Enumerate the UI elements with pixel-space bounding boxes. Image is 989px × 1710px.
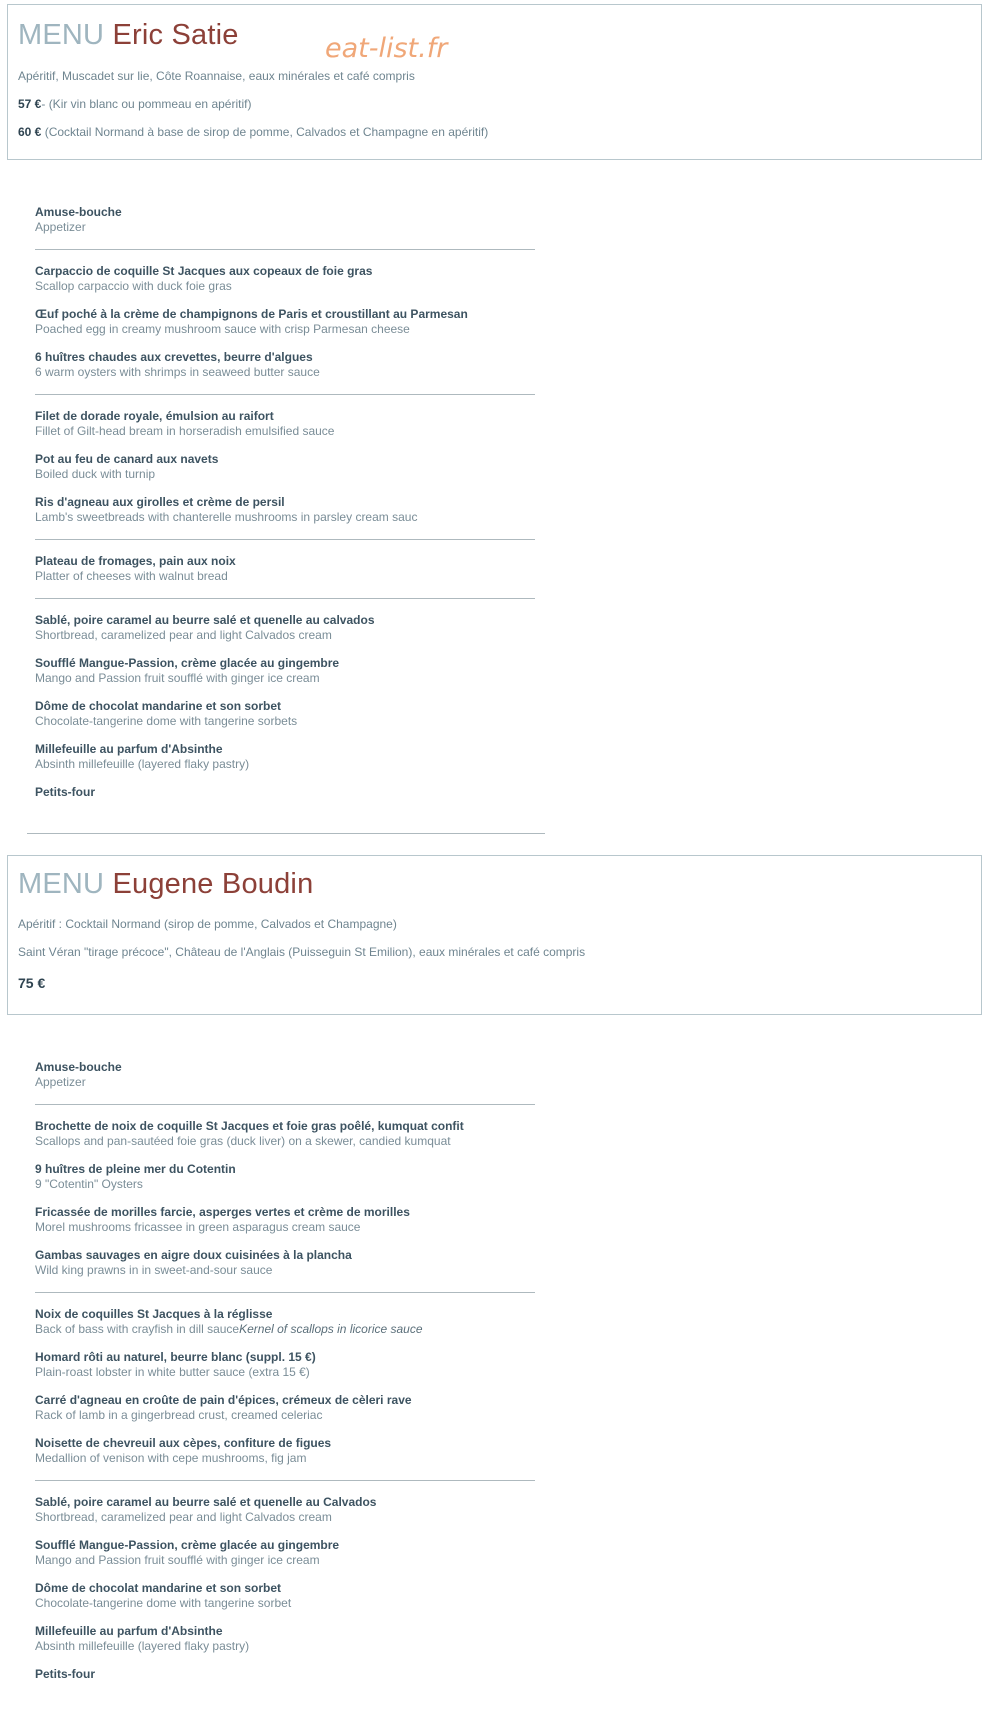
course-group — [35, 1119, 535, 1293]
dish-name-fr: Sablé, poire caramel au beurre salé et quenelle au calvados — [35, 613, 375, 627]
dish-translation: Lamb's sweetbreads with chanterelle mushrooms in parsley cream sauc — [35, 510, 418, 524]
menu-item — [35, 1538, 535, 1568]
dish-name-en — [35, 220, 535, 235]
dish-name-en — [35, 1177, 535, 1192]
menu-item — [35, 264, 535, 294]
menu-item — [35, 1060, 535, 1090]
course-group — [35, 264, 535, 395]
dish-name-en — [35, 757, 535, 772]
menu-item — [35, 307, 535, 337]
dish-name-fr: Millefeuille au parfum d'Absinthe — [35, 742, 223, 756]
dish-name-en — [35, 1408, 535, 1423]
dish-name-fr: Brochette de noix de coquille St Jacques et foie gras poêlé, kumquat confit — [35, 1119, 464, 1133]
menu-eugene-boudin-courses — [35, 1060, 535, 1710]
menu-item — [35, 1205, 535, 1235]
course-group — [35, 1495, 535, 1696]
dish-translation: Appetizer — [35, 1075, 86, 1089]
dish-name-fr: Petits-four — [35, 1667, 95, 1681]
dish-translation: Mango and Passion fruit soufflé with ginger ice cream — [35, 1553, 320, 1567]
dish-translation: Boiled duck with turnip — [35, 467, 156, 481]
menu-name: Eugene Boudin — [112, 868, 314, 900]
menu-item — [35, 1307, 535, 1337]
dish-name-fr: Œuf poché à la crème de champignons de Paris et croustillant au Parmesan — [35, 307, 468, 321]
dish-name-en — [35, 628, 535, 643]
dish-translation: Shortbread, caramelized pear and light Calvados cream — [35, 1510, 332, 1524]
menu-keyword: MENU — [18, 19, 105, 51]
price-option-1 — [18, 97, 251, 111]
menu-item — [35, 1495, 535, 1525]
menu-item — [35, 699, 535, 729]
dish-name-fr: Dôme de chocolat mandarine et son sorbet — [35, 699, 282, 713]
dish-name-fr: Petits-four — [35, 785, 95, 799]
menu-title — [18, 19, 239, 52]
price-note: - (Kir vin blanc ou pommeau en apéritif) — [41, 97, 252, 111]
menu-item — [35, 1248, 535, 1278]
menu-item — [35, 1581, 535, 1611]
dish-translation: Scallop carpaccio with duck foie gras — [35, 279, 232, 293]
dish-translation: Fillet of Gilt-head bream in horseradish emulsified sauce — [35, 424, 335, 438]
dish-name-en — [35, 1075, 535, 1090]
dish-translation: Wild king prawns in in sweet-and-sour sauce — [35, 1263, 273, 1277]
watermark-logo: eat-list.fr — [325, 33, 448, 64]
dish-name-en — [35, 1639, 535, 1654]
menu-item — [35, 1624, 535, 1654]
dish-name-en — [35, 1263, 535, 1278]
dish-name-fr: Filet de dorade royale, émulsion au raifort — [35, 409, 274, 423]
menu-item — [35, 613, 535, 643]
menu-eugene-boudin-header — [7, 855, 982, 1015]
price-value: 57 € — [18, 97, 42, 111]
dish-translation: Mango and Passion fruit soufflé with ginger ice cream — [35, 671, 320, 685]
section-divider — [27, 833, 545, 834]
price-note: (Cocktail Normand à base de sirop de pomme, Calvados et Champagne en apéritif) — [41, 125, 489, 139]
dish-translation: Chocolate-tangerine dome with tangerine sorbets — [35, 714, 298, 728]
dish-name-en — [35, 671, 535, 686]
dish-translation: Absinth millefeuille (layered flaky pastry) — [35, 1639, 250, 1653]
menu-item — [35, 1436, 535, 1466]
dish-translation: Appetizer — [35, 220, 86, 234]
dish-name-en — [35, 1510, 535, 1525]
menu-item — [35, 1393, 535, 1423]
dish-name-en — [35, 1322, 535, 1337]
dish-name-en — [35, 714, 535, 729]
dish-name-fr: Fricassée de morilles farcie, asperges vertes et crème de morilles — [35, 1205, 410, 1219]
dish-translation: Poached egg in creamy mushroom sauce with crisp Parmesan cheese — [35, 322, 410, 336]
course-group — [35, 1307, 535, 1481]
dish-name-fr: Carré d'agneau en croûte de pain d'épices, crémeux de cèleri rave — [35, 1393, 412, 1407]
menu-item — [35, 742, 535, 772]
dish-translation: Medallion of venison with cepe mushrooms, fig jam — [35, 1451, 307, 1465]
course-group — [35, 1060, 535, 1105]
dish-name-fr: Gambas sauvages en aigre doux cuisinées à la plancha — [35, 1248, 352, 1262]
dish-name-en — [35, 1365, 535, 1380]
dish-translation: Morel mushrooms fricassee in green asparagus cream sauce — [35, 1220, 361, 1234]
dish-translation: 9 "Cotentin" Oysters — [35, 1177, 143, 1191]
course-group — [35, 554, 535, 599]
dish-name-fr: Carpaccio de coquille St Jacques aux copeaux de foie gras — [35, 264, 373, 278]
menu-item — [35, 1350, 535, 1380]
dish-name-en — [35, 467, 535, 482]
dish-name-en — [35, 279, 535, 294]
menu-description: Apéritif, Muscadet sur lie, Côte Roannaise, eaux minérales et café compris — [18, 69, 415, 83]
menu-item — [35, 1162, 535, 1192]
menu-keyword: MENU — [18, 868, 105, 900]
menu-description: Saint Véran "tirage précoce", Château de l'Anglais (Puisseguin St Emilion), eaux minérales et café compris — [18, 945, 586, 959]
dish-name-en — [35, 569, 535, 584]
dish-translation: Back of bass with crayfish in dill sauce — [35, 1322, 240, 1336]
menu-item — [35, 1119, 535, 1149]
dish-translation-italic: Kernel of scallops in licorice sauce — [239, 1322, 423, 1336]
dish-name-fr: Sablé, poire caramel au beurre salé et quenelle au Calvados — [35, 1495, 377, 1509]
course-group — [35, 613, 535, 814]
dish-translation: Platter of cheeses with walnut bread — [35, 569, 228, 583]
dish-translation: Rack of lamb in a gingerbread crust, creamed celeriac — [35, 1408, 323, 1422]
menu-item — [35, 495, 535, 525]
price-option-2 — [18, 125, 488, 139]
dish-name-fr: Soufflé Mangue-Passion, crème glacée au gingembre — [35, 656, 340, 670]
menu-item — [35, 656, 535, 686]
dish-name-fr: Dôme de chocolat mandarine et son sorbet — [35, 1581, 282, 1595]
menu-item — [35, 205, 535, 235]
menu-item — [35, 554, 535, 584]
dish-name-fr: Amuse-bouche — [35, 205, 122, 219]
dish-name-en — [35, 1134, 535, 1149]
price-value: 75 € — [18, 975, 46, 991]
dish-name-fr: Amuse-bouche — [35, 1060, 122, 1074]
dish-name-fr: Plateau de fromages, pain aux noix — [35, 554, 236, 568]
dish-name-en — [35, 1220, 535, 1235]
dish-translation: 6 warm oysters with shrimps in seaweed butter sauce — [35, 365, 320, 379]
dish-name-fr: Ris d'agneau aux girolles et crème de persil — [35, 495, 285, 509]
dish-name-fr: Soufflé Mangue-Passion, crème glacée au gingembre — [35, 1538, 340, 1552]
dish-translation: Plain-roast lobster in white butter sauce (extra 15 €) — [35, 1365, 310, 1379]
menu-title — [18, 868, 313, 901]
menu-eric-satie-courses — [35, 205, 535, 828]
dish-name-en — [35, 1596, 535, 1611]
dish-translation: Chocolate-tangerine dome with tangerine sorbet — [35, 1596, 292, 1610]
dish-name-fr: Homard rôti au naturel, beurre blanc (suppl. 15 €) — [35, 1350, 316, 1364]
dish-name-en — [35, 424, 535, 439]
menu-name: Eric Satie — [112, 19, 239, 51]
menu-item — [35, 1667, 535, 1682]
dish-name-en — [35, 322, 535, 337]
dish-name-fr: Pot au feu de canard aux navets — [35, 452, 219, 466]
menu-item — [35, 452, 535, 482]
dish-translation: Shortbread, caramelized pear and light Calvados cream — [35, 628, 332, 642]
dish-name-fr: Noisette de chevreuil aux cèpes, confiture de figues — [35, 1436, 332, 1450]
dish-name-en — [35, 1553, 535, 1568]
menu-item — [35, 350, 535, 380]
dish-name-fr: 6 huîtres chaudes aux crevettes, beurre d'algues — [35, 350, 313, 364]
course-group — [35, 205, 535, 250]
menu-eric-satie-header — [7, 4, 982, 160]
dish-name-fr: Millefeuille au parfum d'Absinthe — [35, 1624, 223, 1638]
dish-name-en — [35, 365, 535, 380]
dish-name-fr: 9 huîtres de pleine mer du Cotentin — [35, 1162, 236, 1176]
dish-name-en — [35, 1451, 535, 1466]
dish-name-en — [35, 510, 535, 525]
dish-name-fr: Noix de coquilles St Jacques à la réglisse — [35, 1307, 273, 1321]
course-group — [35, 409, 535, 540]
price-value: 60 € — [18, 125, 42, 139]
dish-translation: Scallops and pan-sautéed foie gras (duck liver) on a skewer, candied kumquat — [35, 1134, 451, 1148]
menu-item — [35, 409, 535, 439]
menu-aperitif: Apéritif : Cocktail Normand (sirop de pomme, Calvados et Champagne) — [18, 917, 397, 931]
dish-translation: Absinth millefeuille (layered flaky pastry) — [35, 757, 250, 771]
menu-item — [35, 785, 535, 800]
